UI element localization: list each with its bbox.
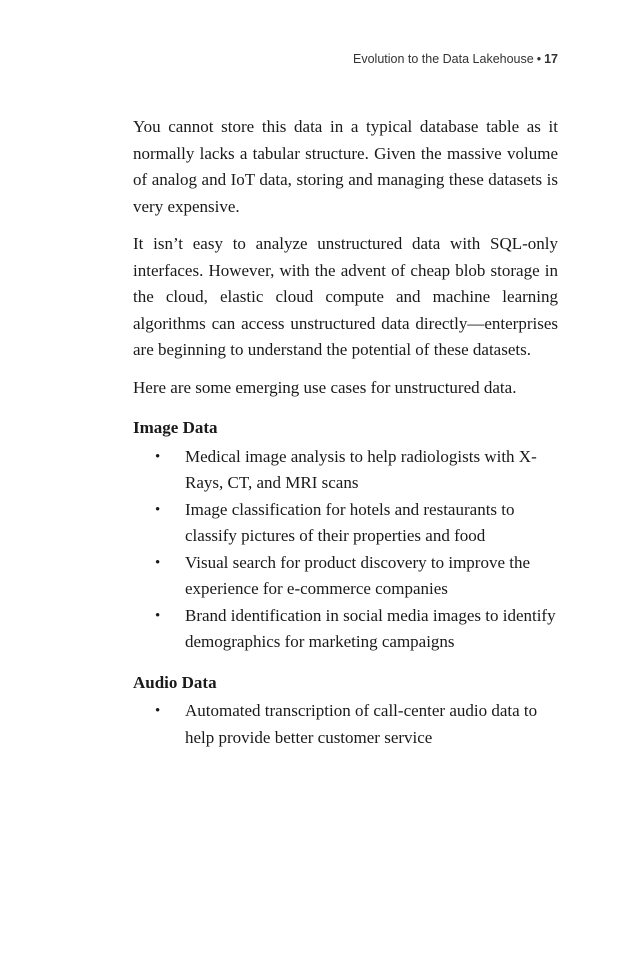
section-heading-image-data: Image Data: [133, 418, 218, 437]
list-item-text: Automated transcription of call-center audio data to help provide better customer service: [185, 701, 538, 747]
paragraph: Here are some emerging use cases for unstructured data.: [133, 377, 517, 397]
bullet-icon: •: [155, 501, 161, 518]
paragraph: You cannot store this data in a typical database table as it normally lacks a tabular structure. Given the massive volume of analog and IoT data, storing and managing these datasets is very expensive.: [133, 117, 558, 216]
list-item: [133, 550, 558, 603]
list-item-text: Brand identification in social media images to identify demographics for marketing campaigns: [185, 605, 556, 651]
header-separator: •: [536, 52, 542, 66]
bullet-icon: •: [155, 554, 161, 571]
list-item-text: Medical image analysis to help radiologists with X-Rays, CT, and MRI scans: [185, 446, 537, 492]
list-item: [133, 698, 558, 751]
list-item: [133, 497, 558, 550]
bullet-icon: •: [155, 448, 161, 465]
bullet-list-audio-data: [133, 698, 558, 751]
section-heading-audio-data: Audio Data: [133, 672, 217, 692]
page-body: [133, 114, 558, 751]
paragraph: It isn’t easy to analyze unstructured data with SQL-only interfaces. However, with the advent of cheap blob storage in the cloud, elastic cloud compute and machine learning algorithms can access unstructured data directly—enterprises are beginning to understand the potential of these datasets.: [133, 234, 558, 359]
list-item: [133, 603, 558, 656]
bullet-list-image-data: [133, 444, 558, 656]
bullet-icon: •: [155, 607, 161, 624]
page-number: 17: [544, 52, 558, 66]
running-title: Evolution to the Data Lakehouse: [353, 52, 534, 66]
list-item-text: Image classification for hotels and restaurants to classify pictures of their properties and food: [185, 499, 515, 545]
running-header: [353, 52, 558, 66]
list-item: [133, 444, 558, 497]
bullet-icon: •: [155, 703, 161, 719]
list-item-text: Visual search for product discovery to improve the experience for e-commerce companies: [185, 552, 531, 598]
